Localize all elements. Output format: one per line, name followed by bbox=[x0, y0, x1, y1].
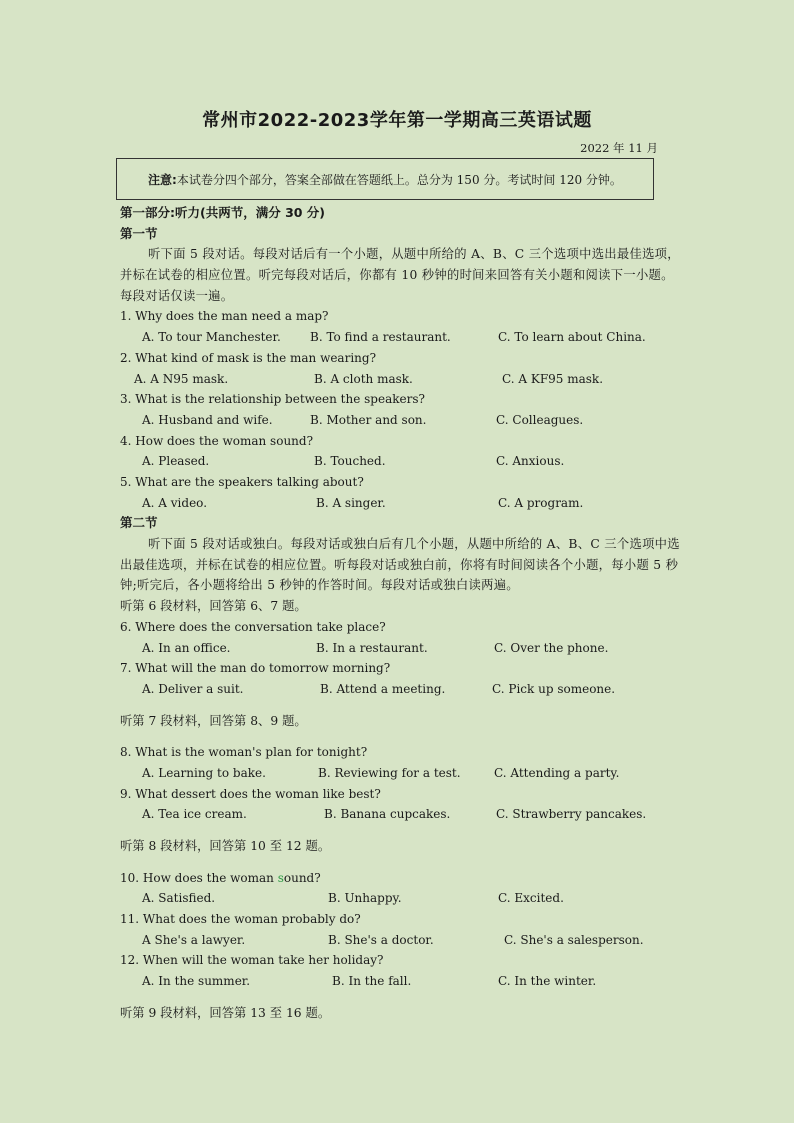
question-block bbox=[120, 348, 680, 389]
question-text: 4. How does the woman sound? bbox=[120, 433, 314, 448]
question-text: 7. What will the man do tomorrow morning? bbox=[120, 661, 391, 676]
option-b: B. Banana cupcakes. bbox=[324, 807, 451, 822]
option-b: B. A singer. bbox=[316, 495, 386, 510]
options-row bbox=[120, 451, 680, 472]
material-9-heading: 听第 9 段材料，回答第 13 至 16 题。 bbox=[120, 1005, 331, 1020]
option-b: B. Touched. bbox=[314, 454, 386, 469]
question-block bbox=[120, 742, 680, 783]
option-b: B. A cloth mask. bbox=[314, 371, 413, 386]
notice-box bbox=[116, 158, 654, 200]
options-row bbox=[120, 410, 680, 431]
option-b: B. She's a doctor. bbox=[328, 932, 434, 947]
question-text: 1. Why does the man need a map? bbox=[120, 309, 329, 324]
option-a: A. Learning to bake. bbox=[142, 765, 266, 780]
material-8-heading: 听第 8 段材料，回答第 10 至 12 题。 bbox=[120, 839, 331, 854]
option-a: A. Satisfied. bbox=[142, 891, 216, 906]
option-c: C. Strawberry pancakes. bbox=[496, 807, 647, 822]
option-c: C. Excited. bbox=[498, 891, 564, 906]
question-block bbox=[120, 950, 680, 991]
question-block bbox=[120, 389, 680, 430]
option-c: C. Colleagues. bbox=[496, 412, 584, 427]
option-c: C. Anxious. bbox=[496, 454, 565, 469]
question-block bbox=[120, 909, 680, 950]
option-c: C. In the winter. bbox=[498, 974, 597, 989]
question-text: 11. What does the woman probably do? bbox=[120, 912, 361, 927]
option-a: A. A N95 mask. bbox=[134, 371, 229, 386]
question-text: 6. Where does the conversation take place? bbox=[120, 619, 386, 634]
option-a: A. In an office. bbox=[142, 640, 231, 655]
section2-instructions: 听下面 5 段对话或独白。每段对话或独白后有几个小题，从题中所给的 A、B、C 三个选项中选出最佳选项，并标在试卷的相应位置。听每段对话或独白前，你将有时间阅读各个小题，每小题 5 秒钟;听完后，各小题将给出 5 秒钟的作答时间。每段对话或独白读两遍。 bbox=[120, 537, 680, 593]
question-block bbox=[120, 306, 680, 347]
options-row bbox=[120, 493, 680, 514]
option-a: A. In the summer. bbox=[142, 974, 251, 989]
section1-instructions: 听下面 5 段对话。每段对话后有一个小题，从题中所给的 A、B、C 三个选项中选出最佳选项，并标在试卷的相应位置。听完每段对话后，你都有 10 秒钟的时间来回答有关小题和阅读下一小题。每段对话仅读一遍。 bbox=[120, 247, 680, 303]
option-c: C. A program. bbox=[498, 495, 584, 510]
notice-text: 本试卷分四个部分，答案全部做在答题纸上。总分为 150 分。考试时间 120 分钟。 bbox=[176, 172, 622, 187]
options-row bbox=[120, 369, 680, 390]
question-text: 12. When will the woman take her holiday? bbox=[120, 953, 384, 968]
options-row bbox=[120, 763, 680, 784]
options-row bbox=[120, 888, 680, 909]
option-b: B. In the fall. bbox=[332, 974, 412, 989]
option-c: C. A KF95 mask. bbox=[502, 371, 604, 386]
option-c: C. Pick up someone. bbox=[492, 681, 616, 696]
option-c: C. To learn about China. bbox=[498, 330, 646, 345]
option-a: A. Husband and wife. bbox=[142, 412, 273, 427]
question-text: 8. What is the woman's plan for tonight? bbox=[120, 745, 368, 760]
question-block bbox=[120, 617, 680, 658]
options-row bbox=[120, 679, 680, 700]
question-text: 2. What kind of mask is the man wearing? bbox=[120, 350, 377, 365]
option-a: A She's a lawyer. bbox=[142, 932, 246, 947]
option-c: C. She's a salesperson. bbox=[504, 932, 644, 947]
option-c: C. Over the phone. bbox=[494, 640, 609, 655]
options-row bbox=[120, 638, 680, 659]
section1-heading: 第一节 bbox=[120, 225, 158, 241]
option-a: A. Deliver a suit. bbox=[142, 681, 244, 696]
question-text bbox=[120, 868, 680, 889]
option-c: C. Attending a party. bbox=[494, 765, 620, 780]
q10-suffix: ound? bbox=[283, 870, 321, 885]
section2-heading: 第二节 bbox=[120, 515, 158, 531]
option-a: A. To tour Manchester. bbox=[142, 330, 281, 345]
option-a: A. Tea ice cream. bbox=[142, 807, 247, 822]
option-b: B. To find a restaurant. bbox=[310, 330, 451, 345]
question-block bbox=[120, 431, 680, 472]
material-6-heading: 听第 6 段材料，回答第 6、7 题。 bbox=[120, 599, 307, 614]
options-row bbox=[120, 327, 680, 348]
q10-prefix: 10. How does the woman bbox=[120, 870, 278, 885]
part1-heading: 第一部分:听力(共两节，满分 30 分) bbox=[120, 205, 326, 220]
question-text: 9. What dessert does the woman like best? bbox=[120, 786, 381, 801]
option-b: B. Mother and son. bbox=[310, 412, 427, 427]
question-block bbox=[120, 784, 680, 825]
question-block bbox=[120, 658, 680, 699]
option-b: B. Reviewing for a test. bbox=[318, 765, 461, 780]
option-a: A. Pleased. bbox=[142, 454, 210, 469]
option-a: A. A video. bbox=[142, 495, 208, 510]
option-b: B. Unhappy. bbox=[328, 891, 402, 906]
page-title: 常州市2022-2023学年第一学期高三英语试题 bbox=[202, 110, 592, 131]
question-text: 3. What is the relationship between the speakers? bbox=[120, 392, 425, 407]
q10-green-letter: s bbox=[277, 870, 284, 885]
option-b: B. In a restaurant. bbox=[316, 640, 428, 655]
option-b: B. Attend a meeting. bbox=[320, 681, 446, 696]
options-row bbox=[120, 930, 680, 951]
notice-label: 注意: bbox=[148, 172, 177, 187]
question-block bbox=[120, 868, 680, 909]
question-block bbox=[120, 472, 680, 513]
options-row bbox=[120, 971, 680, 992]
question-text: 5. What are the speakers talking about? bbox=[120, 474, 364, 489]
options-row bbox=[120, 804, 680, 825]
exam-date: 2022 年 11 月 bbox=[580, 141, 658, 155]
exam-content bbox=[120, 203, 680, 1024]
material-7-heading: 听第 7 段材料，回答第 8、9 题。 bbox=[120, 713, 307, 728]
